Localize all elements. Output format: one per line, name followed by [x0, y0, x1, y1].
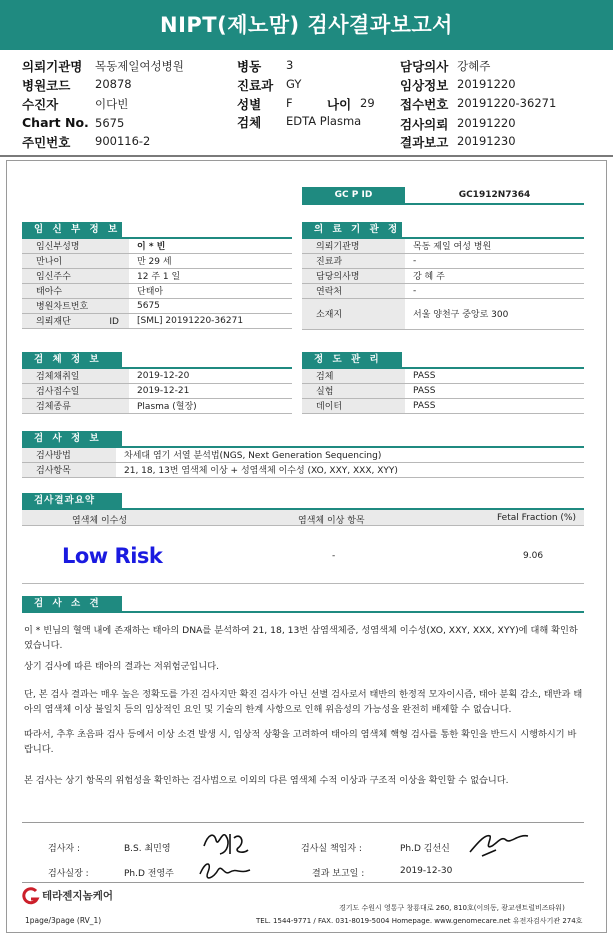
- findings-paragraph: 이 * 빈님의 혈액 내에 존재하는 태아의 DNA를 분석하여 21, 18, 13번 삼염색체증, 성염색체 이수성(XO, XXY, XXX, XYY)에 대해 확인하였습니다.: [24, 625, 578, 651]
- header-label: Chart No.: [22, 115, 89, 130]
- row-value: 12 주 1 일: [129, 268, 292, 283]
- header-label: 주민번호: [22, 135, 71, 150]
- table-row: [302, 253, 584, 268]
- header-value: 5675: [95, 116, 125, 130]
- summary-header-row: [22, 508, 584, 526]
- header-value: F: [286, 96, 293, 110]
- company-logo-icon: [21, 887, 41, 905]
- row-value: Plasma (혈장): [129, 398, 292, 413]
- abnormal-value: -: [332, 551, 336, 561]
- row-label: 의뢰기관명: [302, 238, 405, 253]
- table-row: [22, 238, 292, 253]
- row-label: 검체: [302, 368, 405, 383]
- patient-info-table: [22, 237, 292, 329]
- header-value: 20191220: [457, 116, 516, 130]
- header-divider: [0, 155, 613, 157]
- header-label: 수진자: [22, 97, 59, 112]
- row-value: 2019-12-20: [129, 368, 292, 383]
- header-value: EDTA Plasma: [286, 114, 362, 128]
- report-date-value: 2019-12-30: [400, 866, 453, 876]
- table-row: [302, 383, 584, 398]
- qc-section-header: 정 도 관 리: [302, 352, 402, 367]
- findings-paragraph: 상기 검사에 따른 태아의 결과는 저위험군입니다.: [24, 661, 220, 672]
- row-label: 검사방법: [22, 447, 116, 462]
- header-value: 이다빈: [95, 97, 129, 111]
- report-date-label: 결과 보고일 :: [312, 869, 365, 879]
- header-label: 진료과: [237, 78, 274, 93]
- company-address: 경기도 수원시 영통구 창룡대로 260, 810호(이의동, 광교센트럴비즈타워): [339, 904, 565, 912]
- header-value: 20191220-36271: [457, 96, 557, 110]
- table-row: [22, 283, 292, 298]
- qc-status: PASS: [405, 368, 584, 383]
- row-value: 만 29 세: [129, 253, 292, 268]
- table-row: [302, 398, 584, 413]
- responsible-name: Ph.D 김선신: [400, 844, 450, 854]
- tester-name: B.S. 최민영: [124, 844, 171, 854]
- row-label: 검사항목: [22, 462, 116, 477]
- risk-result: Low Risk: [62, 544, 163, 568]
- row-label: 임신주수: [22, 268, 129, 283]
- director-signature-icon: [196, 856, 254, 884]
- table-row: [302, 368, 584, 383]
- page-number: 1page/3page (RV_1): [25, 916, 102, 925]
- specimen-info-table: [22, 367, 292, 414]
- header-value: 3: [286, 58, 294, 72]
- patient-name: 이 * 빈: [129, 238, 292, 253]
- header-label: 검사의뢰: [400, 117, 449, 132]
- fetal-fraction-value: 9.06: [523, 551, 544, 561]
- row-value: 서울 양천구 중앙로 300: [405, 298, 584, 329]
- table-row: [302, 268, 584, 283]
- age-value: 29: [360, 96, 375, 110]
- row-label: 진료과: [302, 253, 405, 268]
- findings-paragraph: 단, 본 검사 결과는 매우 높은 정확도를 가진 검사지만 확진 검사가 아닌 선별 검사로서 태반의 한정적 모자이시즘, 태아 분획 감소, 태반과 태아의 염색체 이상 불일치 등의 임상적인 요인 및 기술의 한계 사항으로 인해 위음성의 가능성을 완전히 배제할 수 없습니다.: [24, 689, 583, 715]
- responsible-signature-icon: [466, 826, 532, 860]
- company-contact: TEL. 1544-9771 / FAX. 031-8019-5004 Homepage. www.genomecare.net 유전자검사기관 274호: [256, 917, 583, 925]
- age-label: 나이: [327, 97, 352, 112]
- report-title: NIPT(제노맘) 검사결과보고서: [0, 0, 613, 50]
- table-row: [302, 238, 584, 253]
- table-row: [22, 368, 292, 383]
- row-value: [SML] 20191220-36271: [129, 313, 292, 328]
- gcp-id-value: GC1912N7364: [458, 190, 531, 200]
- summary-divider: [22, 583, 584, 584]
- header-value: 강혜주: [457, 59, 491, 73]
- test-info-table: [22, 446, 584, 478]
- header-label: 병원코드: [22, 78, 71, 93]
- header-info: [0, 50, 613, 155]
- row-label: 태아수: [22, 283, 129, 298]
- row-value: 5675: [129, 298, 292, 313]
- header-label: 의뢰기관명: [22, 59, 83, 74]
- row-label: 만나이: [22, 253, 129, 268]
- row-value: 단태아: [129, 283, 292, 298]
- header-label: 담당의사: [400, 59, 449, 74]
- patient-section-header: 임 신 부 정 보: [22, 222, 122, 237]
- findings-divider: [22, 611, 584, 613]
- row-value: -: [405, 283, 584, 298]
- findings-paragraph: 본 검사는 상기 항목의 위험성을 확인하는 검사법으로 이외의 다른 염색체 수적 이상과 구조적 이상을 확인할 수 없습니다.: [24, 775, 509, 786]
- table-row: [22, 383, 292, 398]
- table-row: [22, 313, 292, 328]
- qc-status: PASS: [405, 398, 584, 413]
- company-name: 테라젠지놈케어: [42, 890, 114, 902]
- qc-info-table: [302, 367, 584, 414]
- header-label: 병동: [237, 59, 262, 74]
- table-row: [302, 298, 584, 329]
- row-label: 검사접수일: [22, 383, 129, 398]
- header-value: 20878: [95, 77, 132, 91]
- header-value: GY: [286, 77, 302, 91]
- col-fetal-fraction: Fetal Fraction (%): [497, 513, 576, 523]
- row-value: 2019-12-21: [129, 383, 292, 398]
- header-label: 검체: [237, 115, 262, 130]
- row-label: 데이터: [302, 398, 405, 413]
- row-label: 병원차트번호: [22, 298, 129, 313]
- row-label: 임신부성명: [22, 238, 129, 253]
- findings-paragraph: 따라서, 추후 초음파 검사 등에서 이상 소견 발생 시, 임상적 상황을 고려하여 태아의 염색체 핵형 검사를 통한 확인을 반드시 시행하시기 바랍니다.: [24, 729, 577, 755]
- specimen-section-header: 검 체 정 보: [22, 352, 122, 367]
- row-value: 강 혜 주: [405, 268, 584, 283]
- row-label: 의뢰재단 ID: [22, 313, 129, 328]
- row-label: 연락처: [302, 283, 405, 298]
- header-value: 20191230: [457, 134, 516, 148]
- header-label: 접수번호: [400, 97, 449, 112]
- table-row: [22, 447, 584, 462]
- col-abnormal-items: 염색체 이상 항목: [298, 516, 365, 526]
- director-name: Ph.D 전영주: [124, 869, 174, 879]
- test-method: 차세대 염기 서열 분석법(NGS, Next Generation Sequencing): [116, 447, 584, 462]
- row-label: 소재지: [302, 298, 405, 329]
- table-row: [22, 462, 584, 477]
- summary-section-header: 검사결과요약: [22, 493, 122, 508]
- header-value: 20191220: [457, 77, 516, 91]
- findings-section-header: 검 사 소 견: [22, 596, 122, 611]
- test-section-header: 검 사 정 보: [22, 431, 122, 446]
- institution-section-header: 의 료 기 관 정 보: [302, 222, 402, 237]
- qc-status: PASS: [405, 383, 584, 398]
- institution-info-table: [302, 237, 584, 330]
- table-row: [302, 283, 584, 298]
- signature-divider: [22, 822, 584, 823]
- footer-divider: [22, 882, 584, 883]
- table-row: [22, 398, 292, 413]
- tester-label: 검사자 :: [48, 844, 80, 854]
- header-label: 성별: [237, 97, 262, 112]
- row-label: 검체종류: [22, 398, 129, 413]
- header-label: 결과보고: [400, 135, 449, 150]
- row-value: -: [405, 253, 584, 268]
- header-label: 임상정보: [400, 78, 449, 93]
- row-value: 목동 제일 여성 병원: [405, 238, 584, 253]
- test-items: 21, 18, 13번 염색체 이상 + 성염색체 이수성 (XO, XXY, XXX, XYY): [116, 462, 584, 477]
- gcp-id-box: [302, 187, 584, 205]
- table-row: [22, 298, 292, 313]
- row-label: 검체채취일: [22, 368, 129, 383]
- header-value: 목동제일여성병원: [95, 59, 184, 73]
- row-label: 담당의사명: [302, 268, 405, 283]
- director-label: 검사실장 :: [48, 869, 89, 879]
- gcp-id-label: GC P ID: [302, 187, 405, 203]
- table-row: [22, 268, 292, 283]
- row-label: 실험: [302, 383, 405, 398]
- header-value: 900116-2: [95, 134, 151, 148]
- responsible-label: 검사실 책임자 :: [301, 844, 362, 854]
- tester-signature-icon: [200, 826, 252, 860]
- table-row: [22, 253, 292, 268]
- col-aneuploidy: 염색체 이수성: [72, 516, 128, 526]
